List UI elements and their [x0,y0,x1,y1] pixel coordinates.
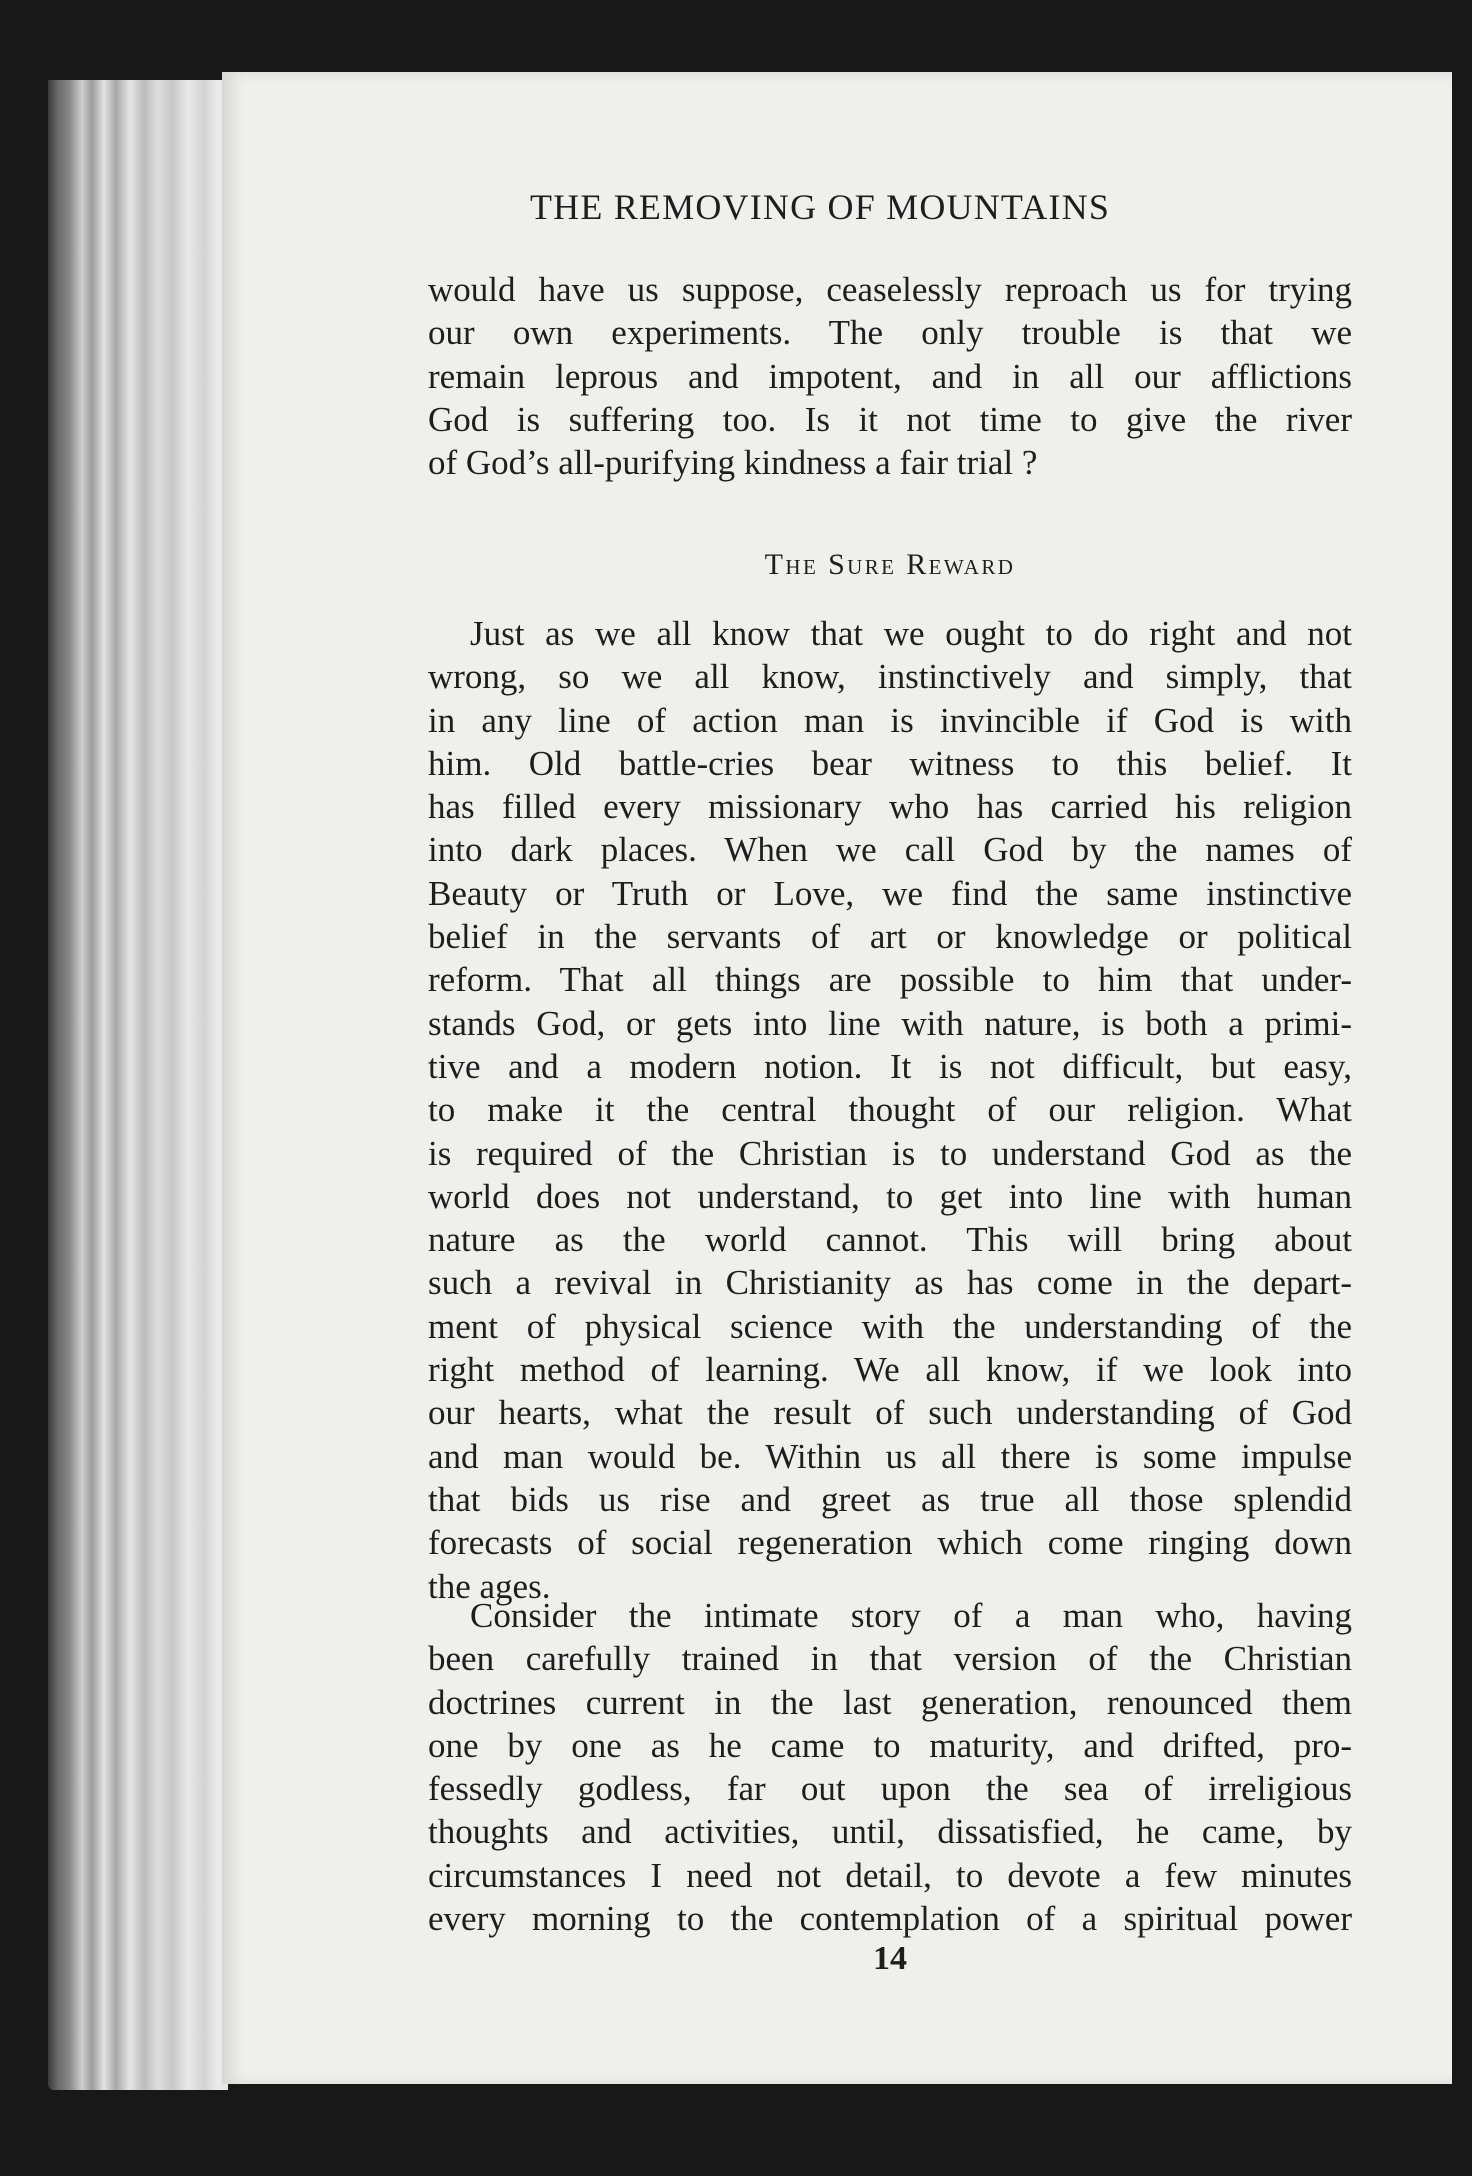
text-line: our hearts, what the result of such understanding of God [428,1393,1352,1433]
text-line: the ages. [428,1566,551,1606]
text-line: belief in the servants of art or knowledge or political [428,917,1352,957]
text-line: into dark places. When we call God by the names of [428,830,1352,870]
book-page-edges [48,80,228,2090]
section-heading: The Sure Reward [764,548,1016,581]
text-line: fessedly godless, far out upon the sea of irreligious [428,1769,1352,1809]
running-head: THE REMOVING OF MOUNTAINS [529,187,1111,227]
text-line: circumstances I need not detail, to devote a few minutes [428,1855,1352,1895]
text-line: ment of physical science with the understanding of the [428,1306,1352,1346]
body-paragraph-2 [428,1594,1352,1940]
text-line: to make it the central thought of our religion. What [428,1090,1352,1130]
text-line: right method of learning. We all know, if we look into [428,1350,1352,1390]
text-line: nature as the world cannot. This will bring about [428,1220,1352,1260]
text-line: been carefully trained in that version of the Christian [428,1639,1352,1679]
text-line: such a revival in Christianity as has come in the depart- [428,1263,1352,1303]
text-line: our own experiments. The only trouble is that we [428,313,1352,353]
text-line: world does not understand, to get into line with human [428,1176,1352,1216]
text-line: is required of the Christian is to understand God as the [428,1133,1352,1173]
text-line: reform. That all things are possible to him that under- [428,960,1352,1000]
text-line: has filled every missionary who has carried his religion [428,787,1352,827]
text-line: Consider the intimate story of a man who, having [470,1596,1352,1635]
text-line: Beauty or Truth or Love, we find the same instinctive [428,873,1352,913]
text-line: that bids us rise and greet as true all those splendid [428,1479,1352,1519]
text-line: remain leprous and impotent, and in all our afflictions [428,356,1352,396]
text-line: tive and a modern notion. It is not difficult, but easy, [428,1046,1352,1086]
body-paragraph-1 [428,612,1352,1608]
text-line: in any line of action man is invincible if God is with [428,700,1352,740]
page-number: 14 [873,1940,907,1977]
text-line: one by one as he came to maturity, and drifted, pro- [428,1725,1352,1765]
text-line: forecasts of social regeneration which come ringing down [428,1523,1352,1563]
text-line: of God’s all-purifying kindness a fair trial ? [428,443,1038,483]
text-line: would have us suppose, ceaselessly reproach us for trying [428,270,1352,309]
continuation-paragraph [428,268,1352,484]
text-line: and man would be. Within us all there is some impulse [428,1436,1352,1476]
text-line: him. Old battle-cries bear witness to this belief. It [428,743,1352,783]
gutter-shadow [1452,0,1472,2176]
text-line: wrong, so we all know, instinctively and simply, that [428,657,1352,697]
text-line: every morning to the contemplation of a spiritual power [428,1899,1352,1939]
text-line: doctrines current in the last generation, renounced them [428,1682,1352,1722]
text-line: stands God, or gets into line with nature, is both a primi- [428,1003,1352,1043]
text-line: thoughts and activities, until, dissatisfied, he came, by [428,1812,1352,1852]
text-line: Just as we all know that we ought to do right and not [470,614,1352,653]
text-line: God is suffering too. Is it not time to give the river [428,399,1352,439]
